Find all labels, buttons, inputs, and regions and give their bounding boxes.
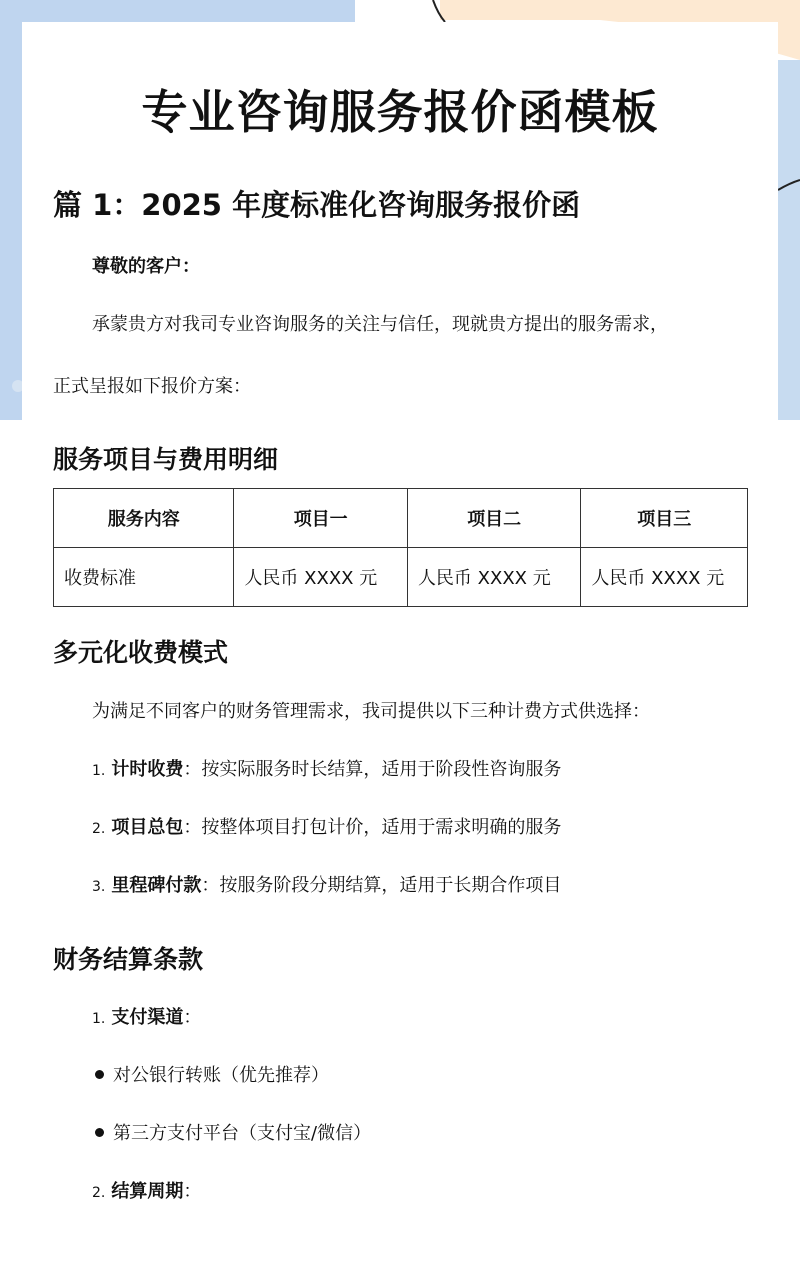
list-number: 3. [92,879,106,895]
list-item [92,813,561,839]
list-desc: ：按服务阶段分期结算，适用于长期合作项目 [201,875,562,896]
list-item [92,755,561,781]
table-cell: 人民币 XXXX 元 [407,548,581,607]
table-row [54,548,748,607]
table-cell: 人民币 XXXX 元 [581,548,748,607]
bullet-text: 对公银行转账（优先推荐） [113,1065,329,1086]
bullet-dot-icon [95,1128,104,1137]
list-number: 1. [92,763,106,779]
list-suffix: ： [183,1181,202,1202]
list-item [92,871,561,897]
terms-section-heading: 财务结算条款 [53,945,204,974]
list-suffix: ： [183,1007,202,1028]
list-term: 结算周期 [111,1181,184,1202]
salutation: 尊敬的客户： [92,256,200,277]
bullet-dot-icon [95,1070,104,1079]
list-item [92,1177,201,1203]
fee-table-header: 服务内容 [54,489,234,548]
fee-table-header: 项目二 [407,489,581,548]
list-number: 1. [92,1011,106,1027]
bullet-text: 第三方支付平台（支付宝/微信） [113,1123,372,1144]
fee-table-header: 项目一 [234,489,408,548]
table-cell: 人民币 XXXX 元 [234,548,408,607]
list-desc: ：按实际服务时长结算，适用于阶段性咨询服务 [183,759,562,780]
fee-section-heading: 服务项目与费用明细 [53,445,279,474]
bullet-item [95,1061,329,1087]
list-term: 里程碑付款 [111,875,202,896]
list-number: 2. [92,1185,106,1201]
list-number: 2. [92,821,106,837]
fee-table [53,488,748,607]
section-title: 篇 1：2025 年度标准化咨询服务报价函 [53,188,581,222]
list-item [92,1003,201,1029]
fee-table-header-row [54,489,748,548]
modes-intro: 为满足不同客户的财务管理需求，我司提供以下三种计费方式供选择： [92,701,650,722]
intro-line-2: 正式呈报如下报价方案： [53,376,251,397]
intro-line-1: 承蒙贵方对我司专业咨询服务的关注与信任，现就贵方提出的服务需求， [92,314,668,335]
modes-section-heading: 多元化收费模式 [53,638,229,667]
list-term: 计时收费 [111,759,184,780]
table-cell: 收费标准 [54,548,234,607]
document-title: 专业咨询服务报价函模板 [141,85,659,139]
bullet-item [95,1119,371,1145]
list-term: 项目总包 [111,817,184,838]
list-desc: ：按整体项目打包计价，适用于需求明确的服务 [183,817,562,838]
fee-table-header: 项目三 [581,489,748,548]
list-term: 支付渠道 [111,1007,184,1028]
